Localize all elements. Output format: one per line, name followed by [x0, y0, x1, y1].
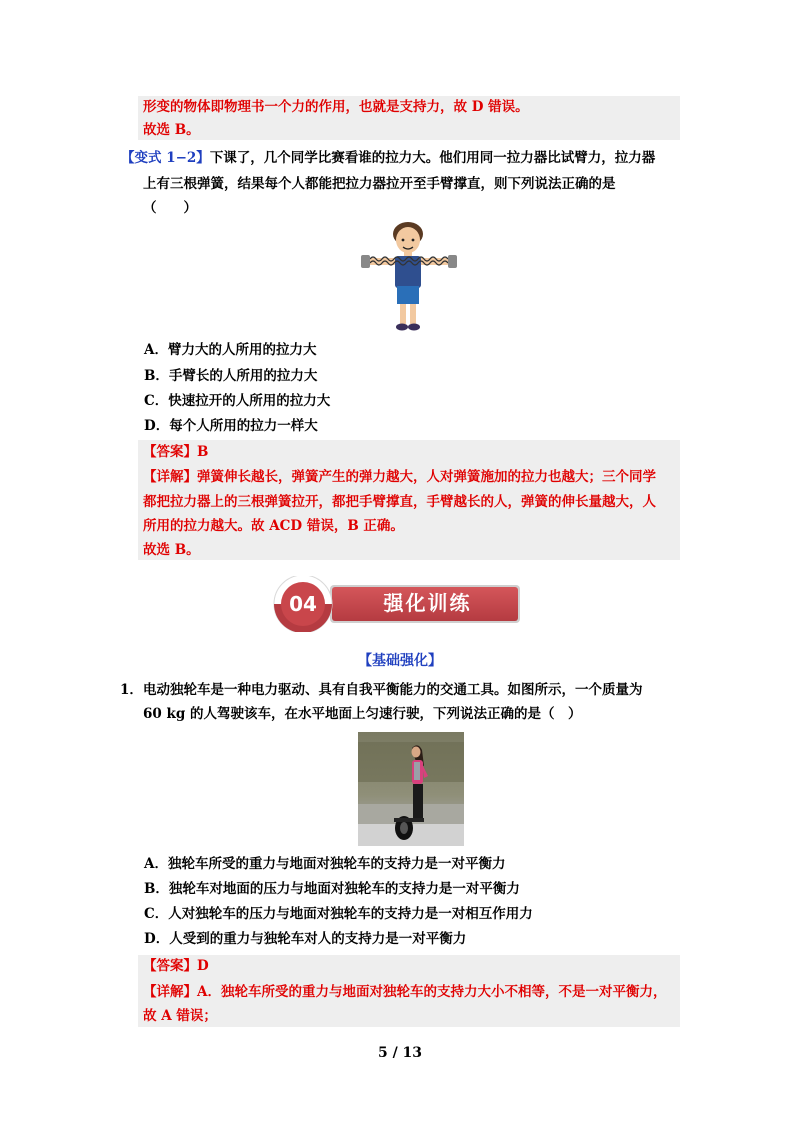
q1-option-b: B．独轮车对地面的压力与地面对独轮车的支持力是一对平衡力 [144, 881, 520, 897]
q1-option-c: C．人对独轮车的压力与地面对独轮车的支持力是一对相互作用力 [144, 906, 533, 922]
variant-option-d: D．每个人所用的拉力一样大 [144, 418, 318, 434]
section-title: 强化训练 [383, 591, 472, 615]
q1-answer: 【答案】D [143, 958, 209, 974]
variant-option-b: B．手臂长的人所用的拉力大 [144, 368, 318, 384]
q1-text-2: 60 kg 的人驾驶该车，在水平地面上匀速行驶，下列说法正确的是（ ） [143, 706, 582, 722]
q1-option-a: A．独轮车所受的重力与地面对独轮车的支持力是一对平衡力 [144, 856, 506, 872]
variant-detail-1: 【详解】弹簧伸长越长，弹簧产生的弹力越大，人对弹簧施加的拉力也越大；三个同学 [143, 469, 656, 485]
top-conclusion: 故选 B。 [143, 122, 200, 138]
variant-option-a: A．臂力大的人所用的拉力大 [144, 342, 317, 358]
variant-answer: 【答案】B [143, 444, 209, 460]
q1-option-d: D．人受到的重力与独轮车对人的支持力是一对平衡力 [144, 931, 467, 947]
variant-bracket: （ ） [143, 200, 197, 216]
page-number: 5 / 13 [377, 1045, 423, 1061]
boy-expander-illustration [358, 218, 460, 334]
variant-question-line1 [121, 148, 655, 168]
top-detail-line: 形变的物体即物理书一个力的作用，也就是支持力，故 D 错误。 [143, 99, 529, 115]
variant-question-line2: 上有三根弹簧，结果每个人都能把拉力器拉开至手臂撑直，则下列说法正确的是 [143, 176, 616, 192]
variant-detail-4: 故选 B。 [143, 542, 200, 558]
unicycle-photo [358, 732, 464, 846]
q1-detail-2: 故 A 错误； [143, 1008, 217, 1024]
variant-option-c: C．快速拉开的人所用的拉力大 [144, 393, 331, 409]
variant-text-1: 下课了，几个同学比赛看谁的拉力大。他们用同一拉力器比试臂力，拉力器 [209, 150, 656, 166]
q1-number: 1． [120, 682, 143, 698]
q1-text-1: 电动独轮车是一种电力驱动、具有自我平衡能力的交通工具。如图所示，一个质量为 [143, 682, 643, 698]
variant-detail-2: 都把拉力器上的三根弹簧拉开，都把手臂撑直，手臂越长的人，弹簧的伸长量越大，人 [143, 494, 656, 510]
section-number: 04 [289, 592, 317, 616]
variant-detail-3: 所用的拉力越大。故 ACD 错误，B 正确。 [143, 518, 404, 534]
basic-heading: 【基础强化】 [358, 653, 442, 669]
q1-detail-1: 【详解】A．独轮车所受的重力与地面对独轮车的支持力大小不相等，不是一对平衡力， [143, 984, 667, 1000]
variant-tag: 【变式 1−2】 [121, 150, 210, 166]
